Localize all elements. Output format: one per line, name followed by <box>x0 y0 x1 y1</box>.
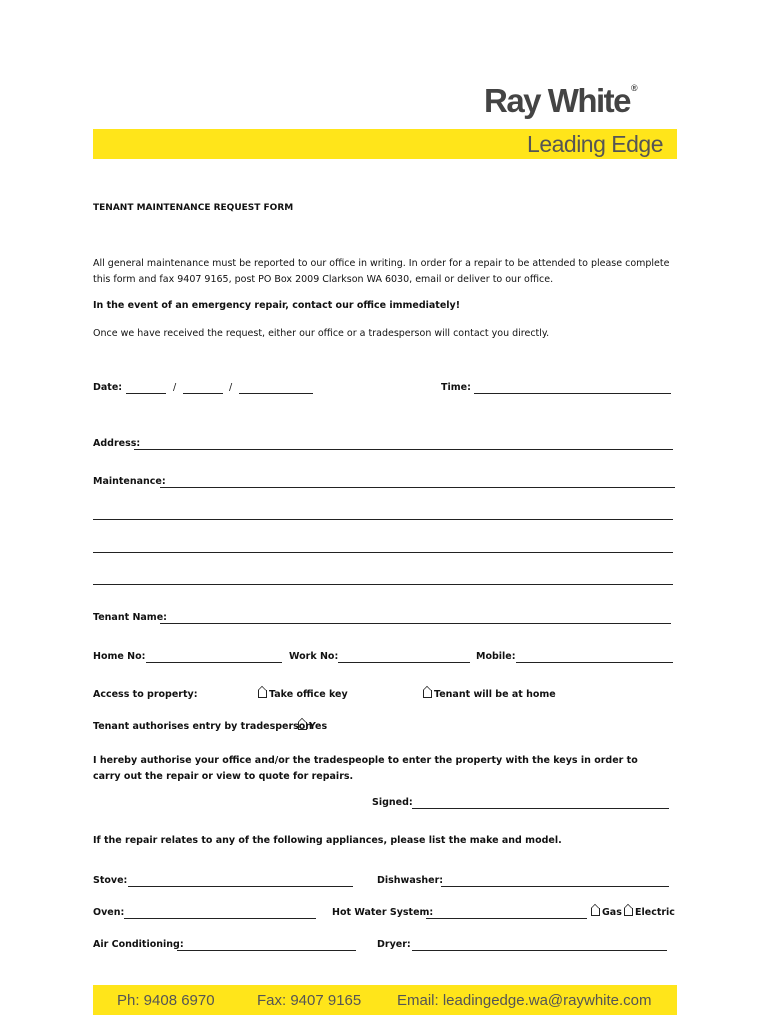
footer-phone: Ph: 9408 6970 <box>117 992 215 1009</box>
aircon-field[interactable] <box>177 950 356 951</box>
dryer-field[interactable] <box>412 950 667 951</box>
checkbox-icon[interactable] <box>298 722 307 730</box>
electric-label: Electric <box>635 907 675 918</box>
dishwasher-label: Dishwasher: <box>377 875 444 886</box>
take-key-label: Take office key <box>269 689 348 700</box>
form-title: TENANT MAINTENANCE REQUEST FORM <box>93 203 294 213</box>
checkbox-icon[interactable] <box>423 690 432 698</box>
maintenance-field-line[interactable] <box>93 584 673 585</box>
maintenance-field[interactable] <box>160 487 675 488</box>
electric-option[interactable] <box>624 908 675 918</box>
maintenance-field-line[interactable] <box>93 552 673 553</box>
registered-mark: ® <box>631 83 638 93</box>
address-field[interactable] <box>134 449 673 450</box>
maintenance-field-line[interactable] <box>93 519 673 520</box>
date-separator: / <box>173 382 177 393</box>
oven-label: Oven: <box>93 907 125 918</box>
office-name: Leading Edge <box>527 131 663 157</box>
work-no-label: Work No: <box>289 651 339 662</box>
footer-banner <box>93 985 677 1015</box>
signature-field[interactable] <box>412 808 669 809</box>
tenant-home-label: Tenant will be at home <box>434 689 556 700</box>
dryer-label: Dryer: <box>377 939 411 950</box>
date-label: Date: <box>93 382 123 393</box>
date-year-field[interactable] <box>239 393 313 394</box>
stove-field[interactable] <box>128 886 353 887</box>
gas-label: Gas <box>602 907 622 918</box>
appliance-note: If the repair relates to any of the following appliances, please list the make and model. <box>93 835 562 846</box>
mobile-label: Mobile: <box>476 651 516 662</box>
checkbox-icon[interactable] <box>624 908 633 916</box>
footer-fax: Fax: 9407 9165 <box>257 992 362 1009</box>
yes-label: Yes <box>309 721 328 732</box>
stove-label: Stove: <box>93 875 128 886</box>
time-field[interactable] <box>474 393 671 394</box>
time-label: Time: <box>441 382 471 393</box>
intro-text: All general maintenance must be reported to our office in writing. In order for a repair to be attended to please complete this form and fax 9407 9165, post PO Box 2009 Clarkson WA 6030, email or deliver to our office. <box>93 258 670 285</box>
emergency-notice: In the event of an emergency repair, contact our office immediately! <box>93 300 461 311</box>
authorise-entry-label: Tenant authorises entry by tradesperson <box>93 721 313 732</box>
gas-option[interactable] <box>591 908 622 918</box>
home-no-label: Home No: <box>93 651 146 662</box>
checkbox-icon[interactable] <box>258 690 267 698</box>
mobile-field[interactable] <box>516 662 673 663</box>
date-separator: / <box>229 382 233 393</box>
address-label: Address: <box>93 438 141 449</box>
authorise-statement: I hereby authorise your office and/or the tradespeople to enter the property with the keys in order to carry out the repair or view to quote for repairs. <box>93 755 638 782</box>
work-no-field[interactable] <box>338 662 470 663</box>
hot-water-label: Hot Water System: <box>332 907 434 918</box>
checkbox-icon[interactable] <box>591 908 600 916</box>
home-no-field[interactable] <box>146 662 282 663</box>
maintenance-label: Maintenance: <box>93 476 166 487</box>
tenant-name-label: Tenant Name: <box>93 612 167 623</box>
yes-option[interactable] <box>298 722 327 732</box>
hot-water-field[interactable] <box>426 918 587 919</box>
date-day-field[interactable] <box>126 393 166 394</box>
footer-email: Email: leadingedge.wa@raywhite.com <box>397 992 652 1009</box>
take-key-option[interactable] <box>258 690 348 700</box>
contact-note: Once we have received the request, either our office or a tradesperson will contact you directly. <box>93 328 550 339</box>
date-month-field[interactable] <box>183 393 223 394</box>
logo-wordmark: Ray White <box>484 82 631 119</box>
access-label: Access to property: <box>93 689 198 700</box>
aircon-label: Air Conditioning: <box>93 939 184 950</box>
signed-label: Signed: <box>372 797 413 808</box>
ray-white-logo <box>484 84 638 117</box>
tenant-name-field[interactable] <box>160 623 671 624</box>
dishwasher-field[interactable] <box>441 886 669 887</box>
oven-field[interactable] <box>124 918 316 919</box>
brand-banner <box>93 129 677 159</box>
tenant-home-option[interactable] <box>423 690 556 700</box>
